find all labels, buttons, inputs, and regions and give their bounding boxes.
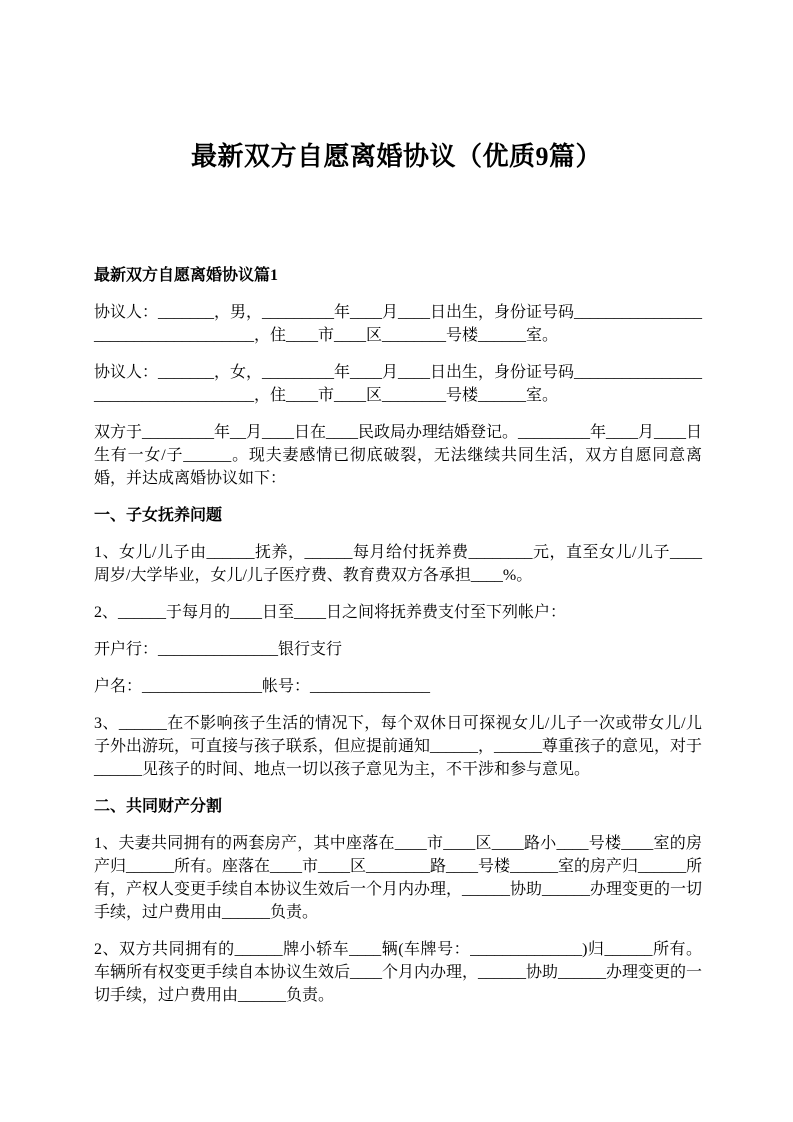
section-heading-part-1: 最新双方自愿离婚协议篇1	[94, 267, 279, 284]
paragraph-item-2-payment-schedule: 2、______于每月的____日至____日之间将抚养费支付至下列帐户：	[94, 604, 567, 621]
paragraph-item-1-house: 1、夫妻共同拥有的两套房产，其中座落在____市____区____路小____号楼____室的房产归______所有。座落在____市____区________路____号楼______室的房产归______所有，产权人变更手续自本协议生效后一个月内办理，______协助______办理变更的一切手续，过户费用由______负责。	[94, 835, 703, 921]
document-body	[0, 264, 793, 1007]
paragraph-item-2-car: 2、双方共同拥有的______牌小轿车____辆(车牌号：______________)归______所有。车辆所有权变更手续自本协议生效后____个月内办理，______协助______办理变更的一切手续，过户费用由______负责。	[94, 941, 703, 1004]
paragraph-item-3-visitation: 3、______在不影响孩子生活的情况下，每个双休日可探视女儿/儿子一次或带女儿/儿子外出游玩，可直接与孩子联系，但应提前通知______，______尊重孩子的意见，对于______见孩子的时间、地点一切以孩子意见为主，不干涉和参与意见。	[94, 715, 703, 778]
paragraph-party-a: 协议人：_______，男，_________年____月____日出生，身份证号码____________________________________，住____市____区________号楼______室。	[94, 304, 703, 344]
heading-section-2-property-division: 二、共同财产分割	[94, 798, 223, 815]
heading-section-1-child-custody: 一、子女抚养问题	[94, 507, 223, 524]
paragraph-party-b: 协议人：_______，女，_________年____月____日出生，身份证号码____________________________________，住____市____区________号楼______室。	[94, 364, 703, 404]
paragraph-item-1-custody: 1、女儿/儿子由______抚养，______每月给付抚养费________元，直至女儿/儿子____周岁/大学毕业，女儿/儿子医疗费、教育费双方各承担____%。	[94, 544, 702, 584]
paragraph-bank-branch: 开户行：_______________银行支行	[94, 641, 343, 658]
document-title: 最新双方自愿离婚协议（优质9篇）	[190, 142, 602, 171]
paragraph-marriage-registration: 双方于_________年__月____日在____民政局办理结婚登记。_________年____月____日生有一女/子______。现夫妻感情已彻底破裂，无法继续共同生活，双方自愿同意离婚，并达成离婚协议如下：	[94, 424, 703, 487]
paragraph-account-info: 户名：_______________帐号：_______________	[94, 678, 431, 695]
